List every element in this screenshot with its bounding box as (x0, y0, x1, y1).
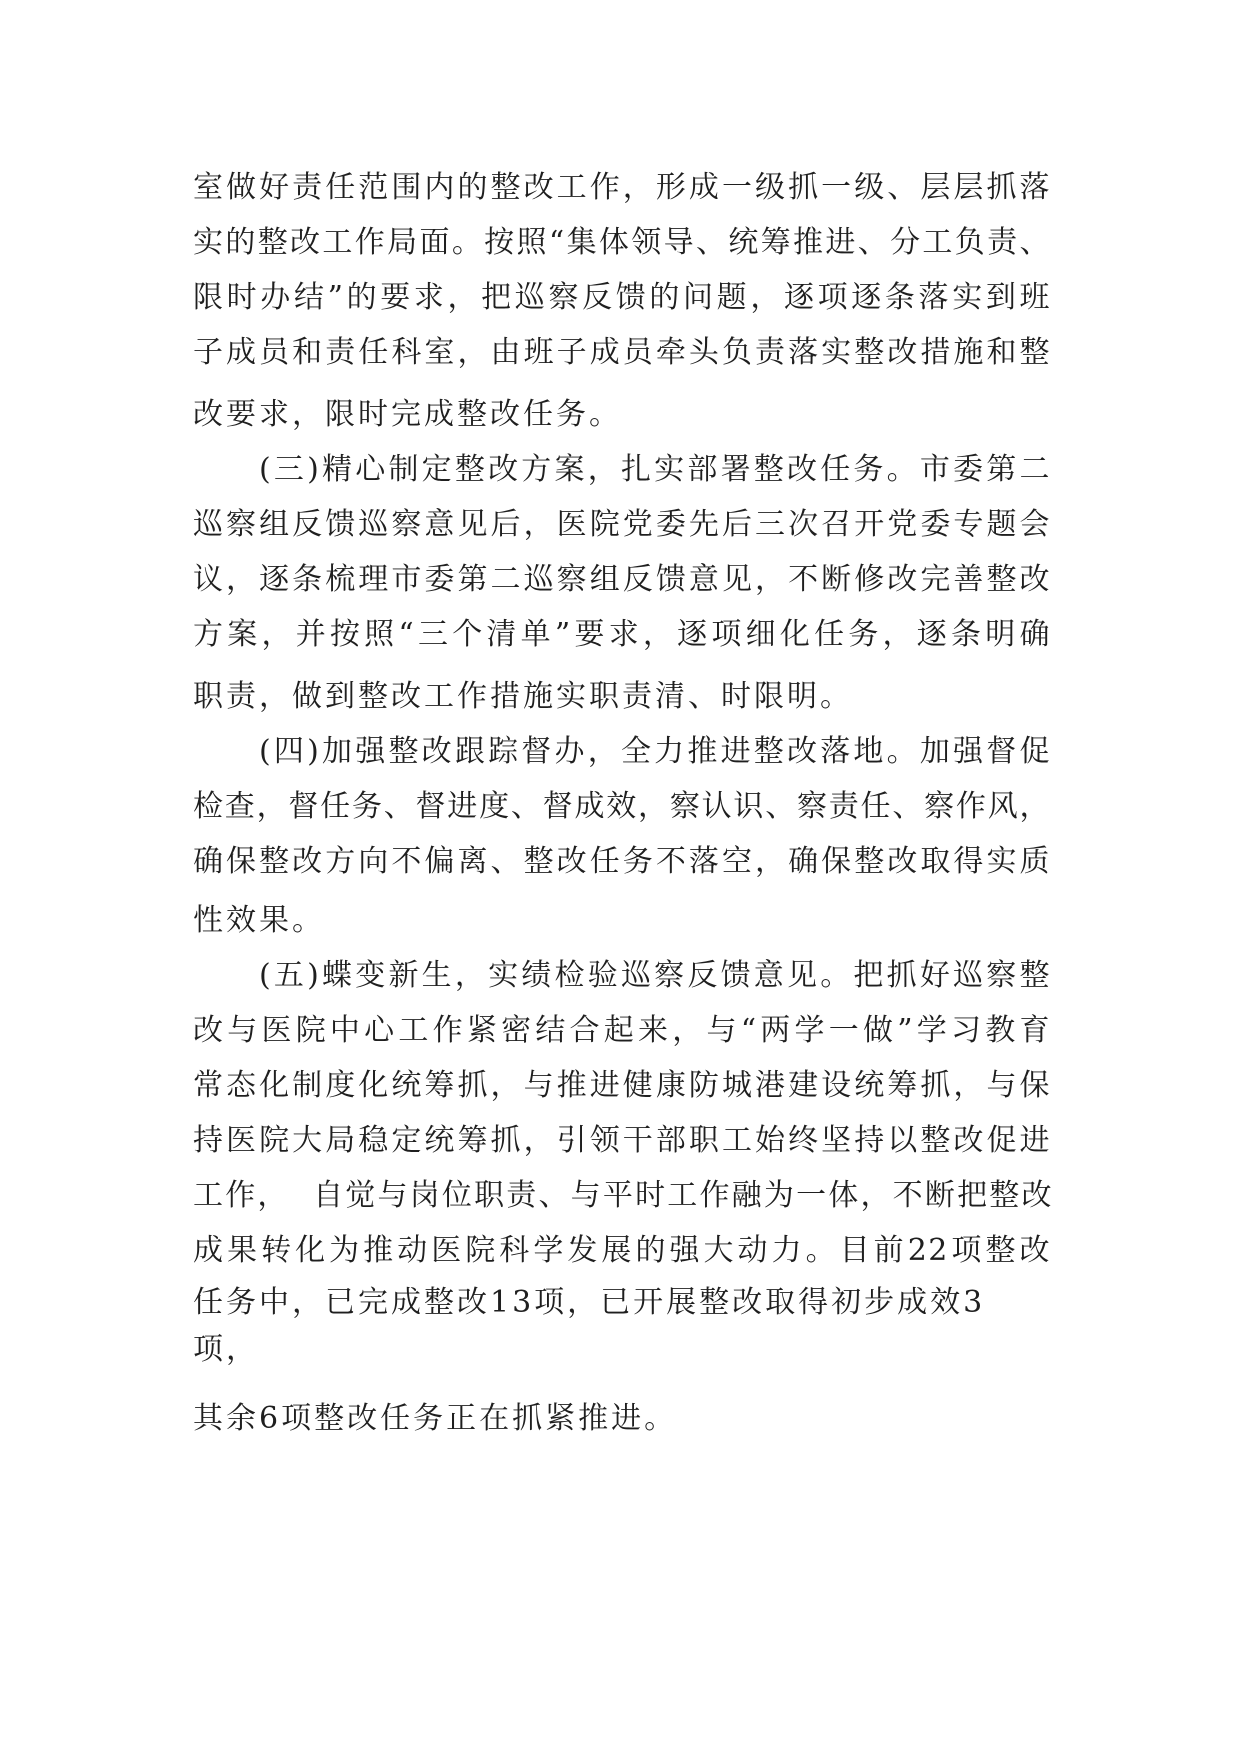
body-text-line: 常态化制度化统筹抓，与推进健康防城港建设统筹抓，与保 (193, 1068, 1051, 1103)
body-text-line: 任务中，已完成整改13项，已开展整改取得初步成效3 (193, 1285, 986, 1320)
section-heading-line: (五)蝶变新生，实绩检验巡察反馈意见。把抓好巡察整 (259, 958, 1051, 993)
body-text-line: 工作， 自觉与岗位职责、与平时工作融为一体，不断把整改 (193, 1178, 1054, 1213)
section-heading-line: (四)加强整改跟踪督办，全力推进整改落地。加强督促 (259, 734, 1051, 769)
body-text-line: 成果转化为推动医院科学发展的强大动力。目前22项整改 (193, 1233, 1051, 1268)
section-heading-line: (三)精心制定整改方案，扎实部署整改任务。市委第二 (259, 452, 1051, 487)
body-text-line: 议，逐条梳理市委第二巡察组反馈意见，不断修改完善整改 (193, 562, 1051, 597)
body-text-line: 方案，并按照“三个清单”要求，逐项细化任务，逐条明确 (193, 617, 1051, 652)
document-body (193, 160, 1054, 1446)
body-text-line: 限时办结”的要求，把巡察反馈的问题，逐项逐条落实到班 (193, 280, 1051, 315)
body-text-line: 改要求，限时完成整改任务。 (193, 397, 622, 432)
body-text-line: 改与医院中心工作紧密结合起来，与“两学一做”学习教育 (193, 1013, 1051, 1048)
body-text-line: 子成员和责任科室，由班子成员牵头负责落实整改措施和整 (193, 335, 1051, 370)
body-text-line: 职责，做到整改工作措施实职责清、时限明。 (193, 679, 853, 714)
body-text-line: 巡察组反馈巡察意见后，医院党委先后三次召开党委专题会 (193, 507, 1051, 542)
body-text-line: 确保整改方向不偏离、整改任务不落空，确保整改取得实质 (193, 844, 1051, 879)
body-text-line: 性效果。 (193, 903, 325, 938)
paragraph-section-4 (193, 724, 1051, 948)
paragraph-section-3 (193, 442, 1051, 724)
paragraph-closing (193, 1391, 1051, 1446)
body-text-line: 其余6项整改任务正在抓紧推进。 (193, 1401, 678, 1436)
body-text-line: 检查，督任务、督进度、督成效，察认识、察责任、察作风， (193, 789, 1051, 824)
body-text-line: 持医院大局稳定统筹抓，引领干部职工始终坚持以整改促进 (193, 1123, 1051, 1158)
body-text-line: 项， (193, 1332, 259, 1367)
paragraph-continuation (193, 160, 1051, 442)
paragraph-section-5 (193, 948, 1054, 1377)
body-text-line: 室做好责任范围内的整改工作，形成一级抓一级、层层抓落 (193, 170, 1051, 205)
body-text-line: 实的整改工作局面。按照“集体领导、统筹推进、分工负责、 (193, 225, 1051, 260)
